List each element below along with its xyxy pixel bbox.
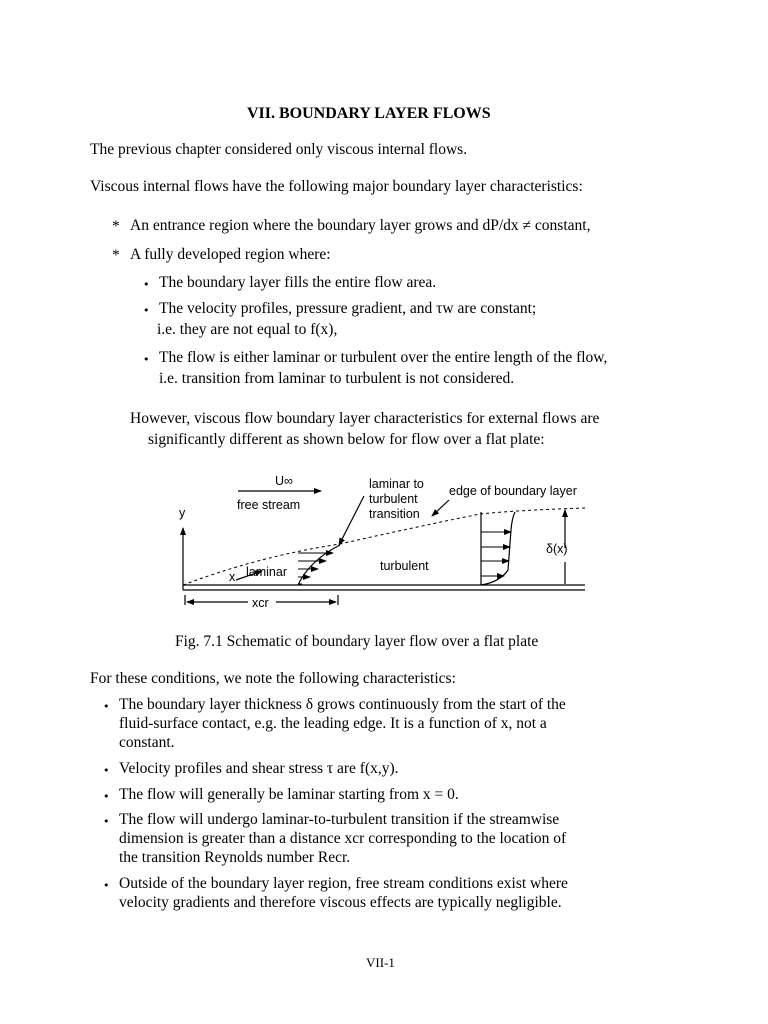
edge-pointer-arrow (432, 500, 449, 516)
notes-intro: For these conditions, we note the following characteristics: (90, 670, 456, 687)
bullet-marker: • (103, 879, 110, 892)
note-transition-line1: The flow will undergo laminar-to-turbulent transition if the streamwise (119, 811, 560, 828)
figure-caption: Fig. 7.1 Schematic of boundary layer flow over a flat plate (175, 633, 539, 650)
laminar-region-label: laminar (246, 565, 287, 579)
bullet-marker: • (143, 304, 150, 317)
star-bullet: * (112, 218, 120, 235)
note-thickness-line2: fluid-surface contact, e.g. the leading edge. It is a function of x, not a (119, 715, 547, 732)
external-line-2: significantly different as shown below for flow over a flat plate: (148, 431, 545, 448)
bullet-marker: • (103, 700, 110, 713)
page-number: VII-1 (366, 955, 395, 970)
transition-pointer-arrow (339, 496, 364, 545)
internal-item-fully-developed: A fully developed region where: (130, 246, 331, 263)
laminar-velocity-profile (298, 545, 340, 585)
y-axis-label: y (179, 506, 186, 520)
bullet-marker: • (143, 353, 150, 366)
sub-item-laminar-line1: The flow is either laminar or turbulent over the entire length of the flow, (159, 349, 608, 366)
turbulent-region-label: turbulent (380, 559, 429, 573)
xcr-label: xcr (252, 596, 269, 610)
edge-of-boundary-layer-label: edge of boundary layer (449, 484, 577, 498)
bullet-marker: • (103, 764, 110, 777)
note-free-stream-line2: velocity gradients and therefore viscous effects are typically negligible. (119, 894, 562, 911)
transition-label-line3: transition (369, 507, 420, 521)
sub-item-constant-line1: The velocity profiles, pressure gradient, and τw are constant; (159, 300, 537, 317)
note-transition-line3: the transition Reynolds number Recr. (119, 849, 351, 866)
transition-label-line2: turbulent (369, 492, 418, 506)
sub-item-laminar-line2: i.e. transition from laminar to turbulent is not considered. (159, 370, 515, 387)
turbulent-velocity-profile (481, 512, 515, 585)
u-infinity-label: U∞ (275, 474, 293, 488)
bullet-marker: • (103, 790, 110, 803)
boundary-layer-diagram (0, 460, 768, 610)
bullet-marker: • (143, 278, 150, 291)
sub-item-constant-line2: i.e. they are not equal to f(x), (157, 321, 338, 338)
intro-paragraph-2: Viscous internal flows have the following major boundary layer characteristics: (90, 178, 583, 195)
note-thickness-line3: constant. (119, 734, 175, 751)
note-velocity-profiles: Velocity profiles and shear stress τ are f(x,y). (119, 760, 399, 777)
internal-item-entrance: An entrance region where the boundary layer grows and dP/dx ≠ constant, (130, 217, 591, 234)
intro-paragraph-1: The previous chapter considered only viscous internal flows. (90, 141, 468, 158)
star-bullet: * (112, 247, 120, 264)
note-transition-line2: dimension is greater than a distance xcr corresponding to the location of (119, 830, 567, 847)
note-laminar-start: The flow will generally be laminar starting from x = 0. (119, 786, 459, 803)
transition-label-line1: laminar to (369, 477, 424, 491)
x-axis-label: x (229, 570, 236, 584)
free-stream-label: free stream (237, 498, 301, 512)
external-line-1: However, viscous flow boundary layer characteristics for external flows are (130, 410, 600, 427)
delta-thickness-label: δ(x) (546, 542, 568, 556)
bullet-marker: • (103, 815, 110, 828)
note-thickness-line1: The boundary layer thickness δ grows continuously from the start of the (119, 696, 566, 713)
page-title: VII. BOUNDARY LAYER FLOWS (247, 105, 491, 122)
note-free-stream-line1: Outside of the boundary layer region, free stream conditions exist where (119, 875, 568, 892)
sub-item-fills-area: The boundary layer fills the entire flow area. (159, 274, 437, 291)
